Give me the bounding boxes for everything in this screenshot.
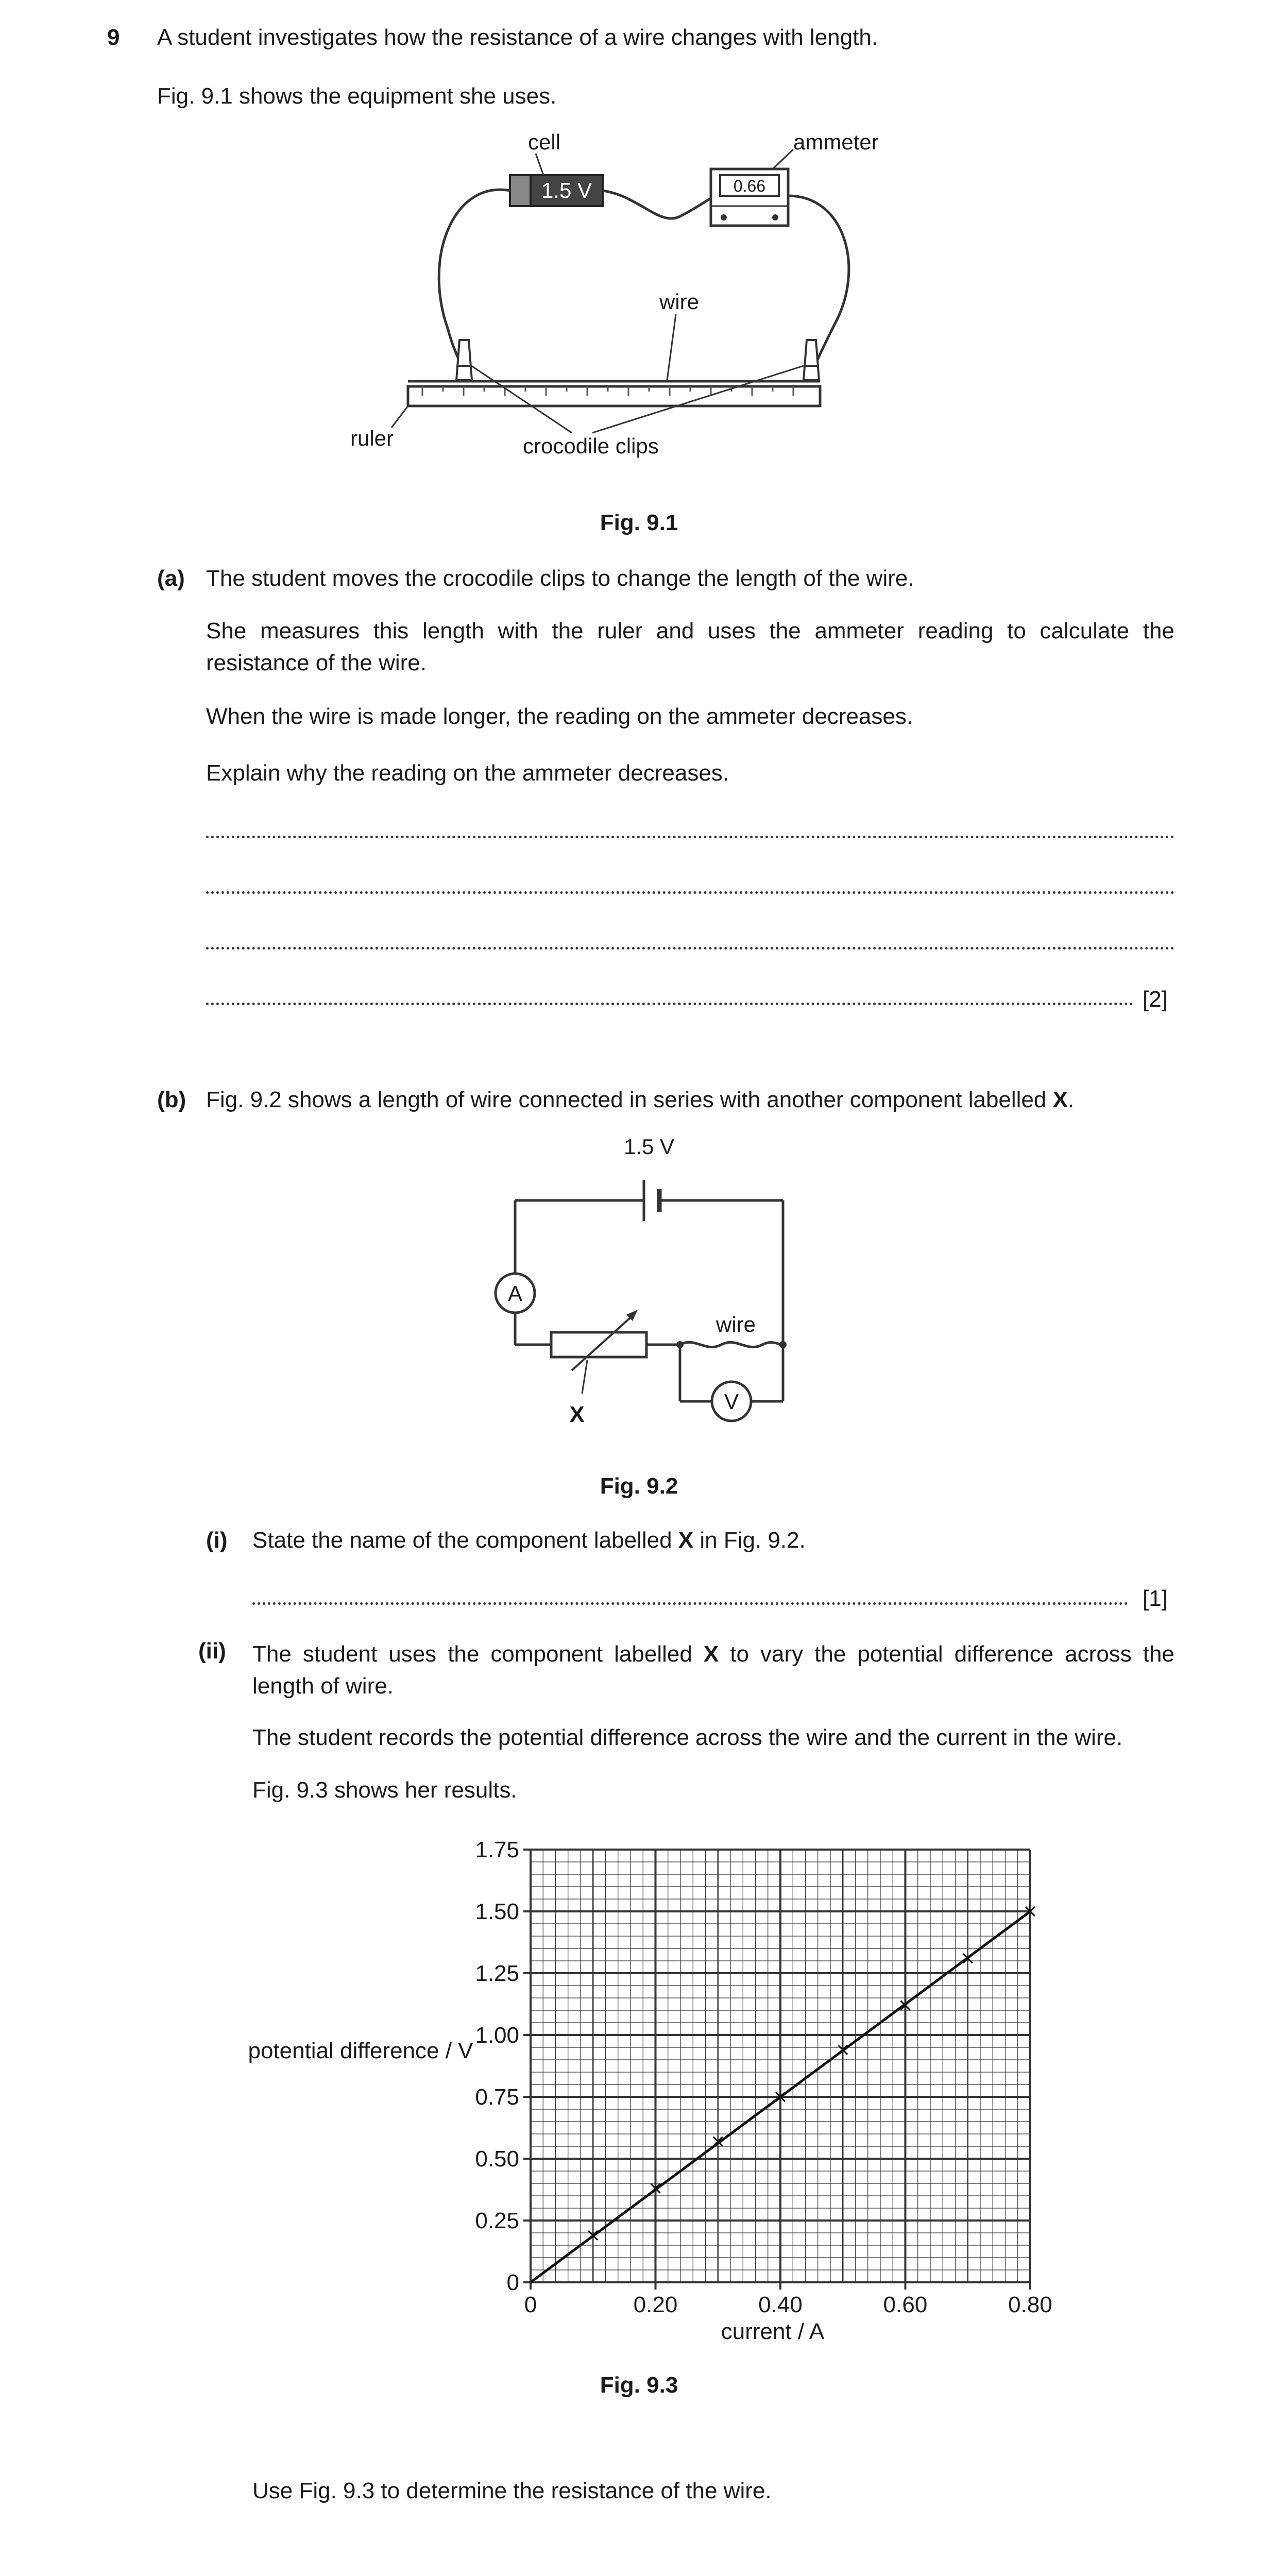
fig92-ammeter-label: A xyxy=(507,1281,523,1306)
part-b-text-pre: Fig. 9.2 shows a length of wire connected in series with another component labelled xyxy=(206,1087,1053,1112)
chart-ylabel: potential difference / V xyxy=(248,2038,473,2063)
fig92-x-label: X xyxy=(569,1402,585,1427)
question-intro: A student investigates how the resistance of a wire changes with length. xyxy=(157,25,878,50)
part-bii-para1-post: to vary the potential difference across the length of wire. xyxy=(252,1641,1174,1699)
answer-line-a2[interactable] xyxy=(206,891,1174,894)
question-number: 9 xyxy=(107,25,120,50)
part-a-para3: Explain why the reading on the ammeter decreases. xyxy=(206,760,729,786)
part-bii-instruction: Use Fig. 9.3 to determine the resistance of the wire. xyxy=(252,2478,772,2503)
fig92-wire-label: wire xyxy=(716,1312,756,1336)
fig92-voltmeter-label: V xyxy=(724,1389,739,1414)
part-bi-text-pre: State the name of the component labelled xyxy=(252,1528,678,1553)
part-bii-label: (ii) xyxy=(198,1638,226,1664)
part-bi-text-post: in Fig. 9.2. xyxy=(693,1528,806,1553)
part-b-label: (b) xyxy=(157,1087,186,1112)
ytick-label: 1.25 xyxy=(475,1961,519,1986)
part-a-para2: When the wire is made longer, the reading on the ammeter decreases. xyxy=(206,704,913,729)
chart-xlabel: current / A xyxy=(721,2319,825,2344)
cell-terminal xyxy=(510,175,531,206)
fig91-diagram xyxy=(350,124,907,484)
ammeter-label: ammeter xyxy=(793,130,879,154)
answer-line-a1[interactable] xyxy=(206,836,1174,838)
part-bi-text-x: X xyxy=(678,1528,694,1553)
part-a-para1: She measures this length with the ruler and uses the ammeter reading to calculate the resistance of the wire. xyxy=(206,618,1174,675)
ruler-label: ruler xyxy=(350,426,394,450)
middle-lead xyxy=(603,191,711,218)
xtick-label: 0.20 xyxy=(633,2292,678,2317)
ytick-label: 1.00 xyxy=(475,2023,519,2048)
fig92-circuit xyxy=(474,1128,845,1448)
ytick-label: 1.50 xyxy=(475,1899,519,1924)
part-bii-para1 xyxy=(252,1638,1174,1702)
cell-value: 1.5 V xyxy=(541,178,592,202)
part-bi-marks: [1] xyxy=(1143,1586,1168,1611)
ytick-label: 0.75 xyxy=(475,2084,519,2110)
xtick-label: 0.40 xyxy=(758,2292,803,2317)
part-bii-para1-x: X xyxy=(703,1641,719,1667)
ytick-label: 0.25 xyxy=(475,2208,519,2233)
part-bi-text xyxy=(252,1528,806,1553)
chart-xtick-labels xyxy=(524,2282,1052,2317)
part-a-line1: The student moves the crocodile clips to change the length of the wire. xyxy=(206,566,914,591)
fig91-caption: Fig. 9.1 xyxy=(600,510,678,535)
answer-line-a3[interactable] xyxy=(206,947,1174,950)
test-wire xyxy=(680,1342,783,1347)
part-bii-para2: The student records the potential difference across the wire and the current in the wire. xyxy=(252,1725,1123,1750)
ruler-body xyxy=(408,386,820,406)
xtick-label: 0 xyxy=(524,2292,537,2317)
cell-label: cell xyxy=(528,130,561,154)
ytick-label: 1.75 xyxy=(475,1837,519,1862)
clips-label: crocodile clips xyxy=(523,434,659,458)
xtick-label: 0.80 xyxy=(1008,2292,1052,2317)
part-b-text-x: X xyxy=(1052,1087,1068,1112)
part-bi-label: (i) xyxy=(206,1528,228,1553)
part-b-text-post: . xyxy=(1067,1087,1075,1112)
part-b-text xyxy=(206,1087,1074,1113)
xtick-label: 0.60 xyxy=(883,2292,928,2317)
fig92-voltage: 1.5 V xyxy=(623,1134,675,1159)
ammeter-reading: 0.66 xyxy=(733,177,766,195)
chart-ytick-labels xyxy=(475,1837,531,2295)
right-clip xyxy=(804,340,819,380)
left-lead xyxy=(439,190,510,379)
answer-line-a4[interactable] xyxy=(206,1003,1133,1005)
fig92-caption: Fig. 9.2 xyxy=(600,1473,678,1499)
fig93-caption: Fig. 9.3 xyxy=(600,2372,678,2398)
right-lead xyxy=(788,196,849,379)
ytick-label: 0.50 xyxy=(475,2146,519,2172)
ytick-label: 0 xyxy=(506,2270,519,2295)
part-bii-para1-pre: The student uses the component labelled xyxy=(252,1641,704,1667)
answer-line-bi[interactable] xyxy=(252,1602,1128,1605)
fig91-intro: Fig. 9.1 shows the equipment she uses. xyxy=(157,83,557,109)
part-a-marks: [2] xyxy=(1143,987,1168,1012)
part-a-label: (a) xyxy=(157,566,185,591)
wire-label: wire xyxy=(659,290,700,314)
fig93-chart xyxy=(227,1824,1061,2349)
left-clip xyxy=(456,340,472,380)
part-bii-para3: Fig. 9.3 shows her results. xyxy=(252,1777,517,1803)
